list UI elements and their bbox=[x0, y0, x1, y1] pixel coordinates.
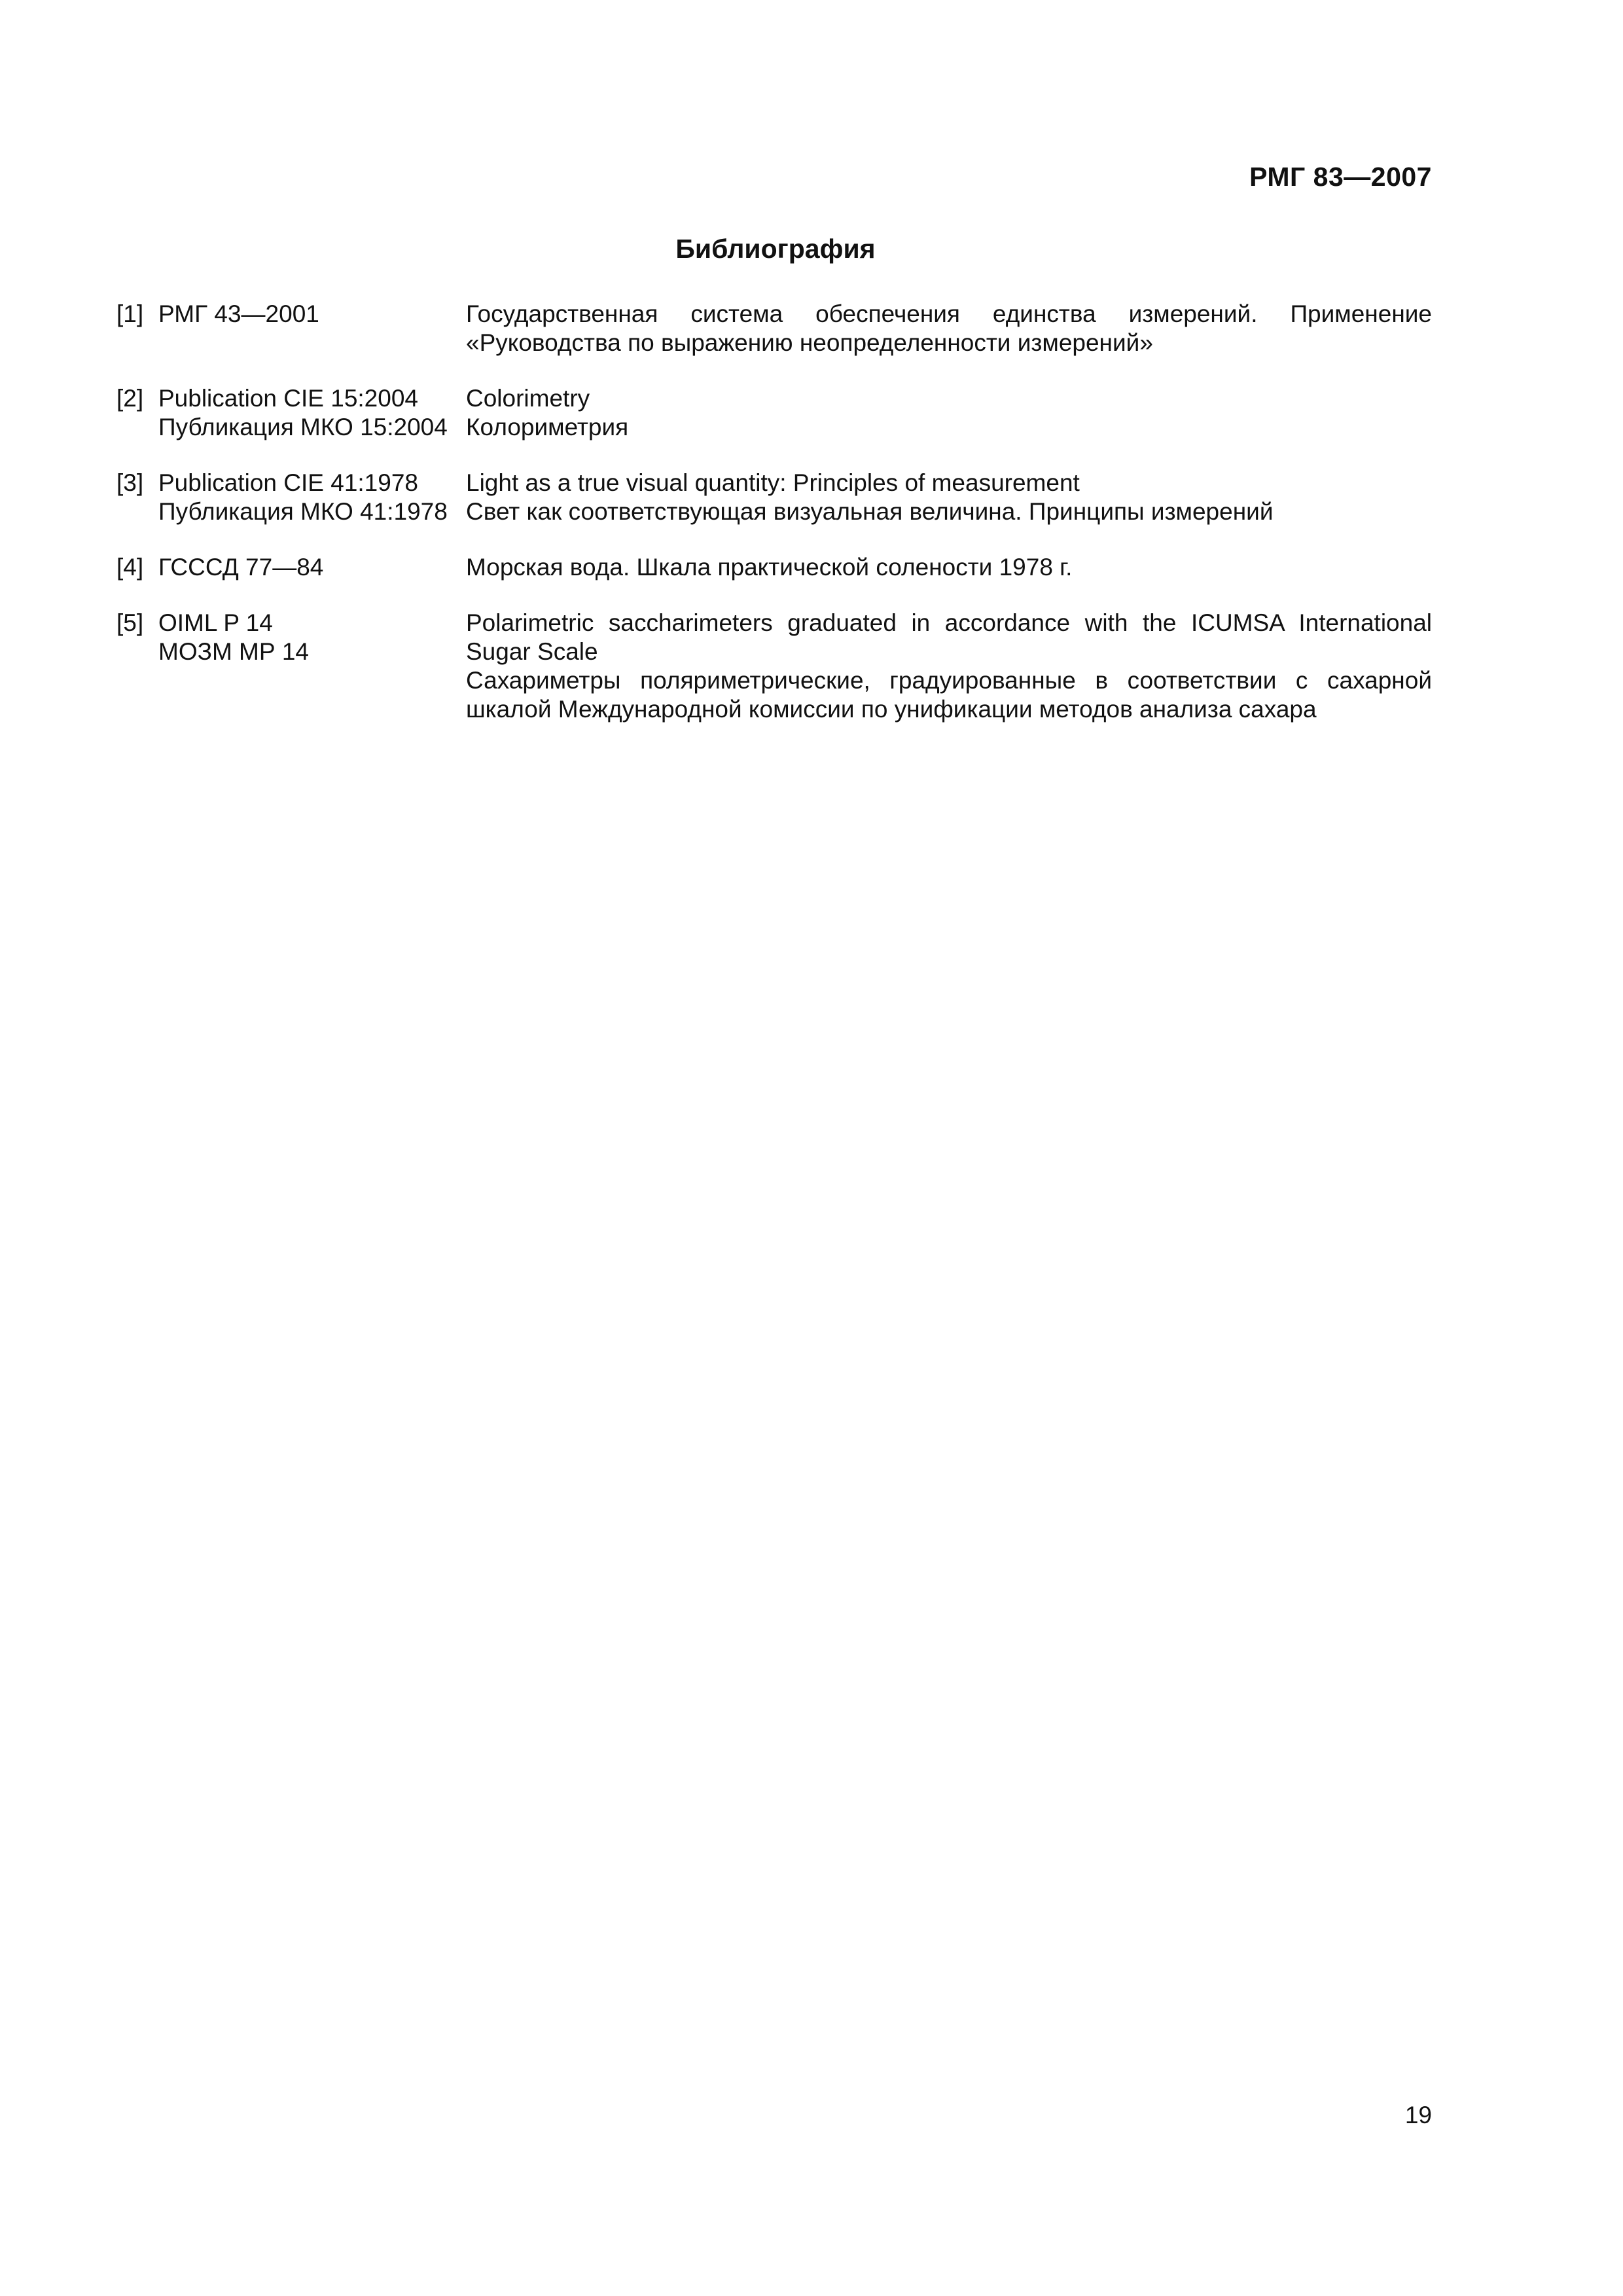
entry-number: [5] bbox=[116, 609, 144, 636]
bibliography-entry bbox=[116, 300, 1432, 357]
entry-number: [4] bbox=[116, 554, 144, 581]
entry-references bbox=[158, 609, 466, 724]
bibliography-list bbox=[116, 300, 1432, 751]
page-title: Библиография bbox=[675, 234, 876, 264]
bibliography-entry bbox=[116, 469, 1432, 526]
description-text: Государственная система обеспечения единства измерений. Применение «Руководства по выражению неопределенности измерений» bbox=[466, 300, 1432, 356]
document-code: РМГ 83—2007 bbox=[1249, 162, 1432, 192]
entry-references bbox=[158, 553, 466, 582]
entry-references bbox=[158, 300, 466, 357]
description-text: Light as a true visual quantity: Principles of measurement bbox=[466, 469, 1080, 496]
entry-references bbox=[158, 469, 466, 526]
entry-description bbox=[466, 469, 1432, 526]
bibliography-entry bbox=[116, 553, 1432, 582]
entry-description bbox=[466, 384, 1432, 442]
description-text: Морская вода. Шкала практической солености 1978 г. bbox=[466, 554, 1073, 581]
bibliography-entry bbox=[116, 609, 1432, 724]
entry-references bbox=[158, 384, 466, 442]
description-text: Колориметрия bbox=[466, 414, 629, 440]
page-number: 19 bbox=[1404, 2102, 1432, 2128]
bibliography-entry bbox=[116, 384, 1432, 442]
reference-designation: Publication CIE 41:1978 bbox=[158, 469, 418, 496]
entry-number: [3] bbox=[116, 469, 144, 496]
description-text: Polarimetric saccharimeters graduated in accordance with the ICUMSA International Sugar Scale bbox=[466, 609, 1432, 665]
entry-description bbox=[466, 609, 1432, 724]
reference-designation: Публикация МКО 41:1978 bbox=[158, 498, 448, 525]
reference-designation: РМГ 43—2001 bbox=[158, 300, 319, 327]
description-text: Свет как соответствующая визуальная величина. Принципы измерений bbox=[466, 498, 1274, 525]
entry-number: [1] bbox=[116, 300, 144, 327]
description-text: Colorimetry bbox=[466, 385, 590, 412]
reference-designation: МОЗМ МР 14 bbox=[158, 638, 309, 665]
entry-description bbox=[466, 300, 1432, 357]
description-text: Сахариметры поляриметрические, градуированные в соответствии с сахарной шкалой Международной комиссии по унификации методов анализа сахара bbox=[466, 667, 1432, 723]
reference-designation: OIML P 14 bbox=[158, 609, 273, 636]
entry-number: [2] bbox=[116, 385, 144, 412]
reference-designation: Publication CIE 15:2004 bbox=[158, 385, 418, 412]
reference-designation: Публикация МКО 15:2004 bbox=[158, 414, 448, 440]
entry-description bbox=[466, 553, 1432, 582]
reference-designation: ГСССД 77—84 bbox=[158, 554, 324, 581]
